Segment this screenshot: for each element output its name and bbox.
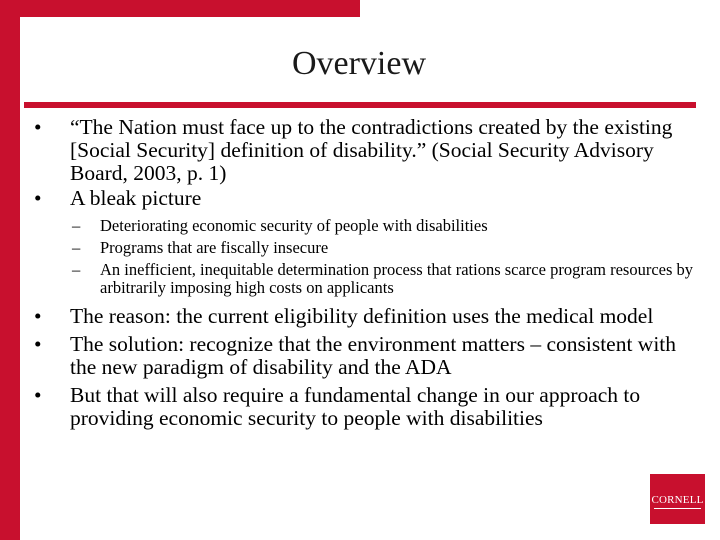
cornell-logo	[650, 474, 705, 524]
sub-bullet-text: Deteriorating economic security of people with disabilities	[100, 216, 488, 235]
sub-bullet-text: An inefficient, inequitable determination process that rations scarce program resources by arbitrarily imposing high costs on applicants	[100, 260, 694, 297]
sub-bullet-marker: –	[72, 238, 81, 257]
bullet-item	[34, 305, 694, 328]
bullet-text: The solution: recognize that the environment matters – consistent with the new paradigm of disability and the ADA	[70, 332, 677, 379]
bullet-text: A bleak picture	[70, 186, 202, 210]
left-accent-strip	[0, 17, 20, 540]
bullet-item	[34, 384, 694, 430]
logo-divider	[654, 508, 701, 509]
sub-bullet-item	[34, 217, 694, 235]
sub-bullet-item	[34, 239, 694, 257]
logo-text: CORNELL	[651, 494, 704, 506]
bullet-list	[34, 116, 694, 430]
top-accent-bar	[0, 0, 360, 17]
bullet-text: But that will also require a fundamental change in our approach to providing economic security to people with disabilities	[70, 383, 641, 430]
sub-bullet-text: Programs that are fiscally insecure	[100, 238, 329, 257]
bullet-marker: •	[34, 186, 42, 210]
bullet-marker: •	[34, 115, 42, 139]
bullet-item	[34, 187, 694, 210]
sub-bullet-marker: –	[72, 216, 81, 235]
sub-bullet-item	[34, 261, 694, 297]
sub-bullet-marker: –	[72, 260, 81, 279]
bullet-marker: •	[34, 332, 42, 356]
bullet-marker: •	[34, 304, 42, 328]
title-underline-rule	[24, 102, 696, 108]
bullet-text: The reason: the current eligibility definition uses the medical model	[70, 304, 654, 328]
bullet-item	[34, 116, 694, 185]
slide-title: Overview	[291, 45, 427, 82]
bullet-item	[34, 333, 694, 379]
bullet-marker: •	[34, 383, 42, 407]
bullet-text: “The Nation must face up to the contradictions created by the existing [Social Security] definition of disability.” (Social Security Advisory Board, 2003, p. 1)	[70, 115, 673, 185]
